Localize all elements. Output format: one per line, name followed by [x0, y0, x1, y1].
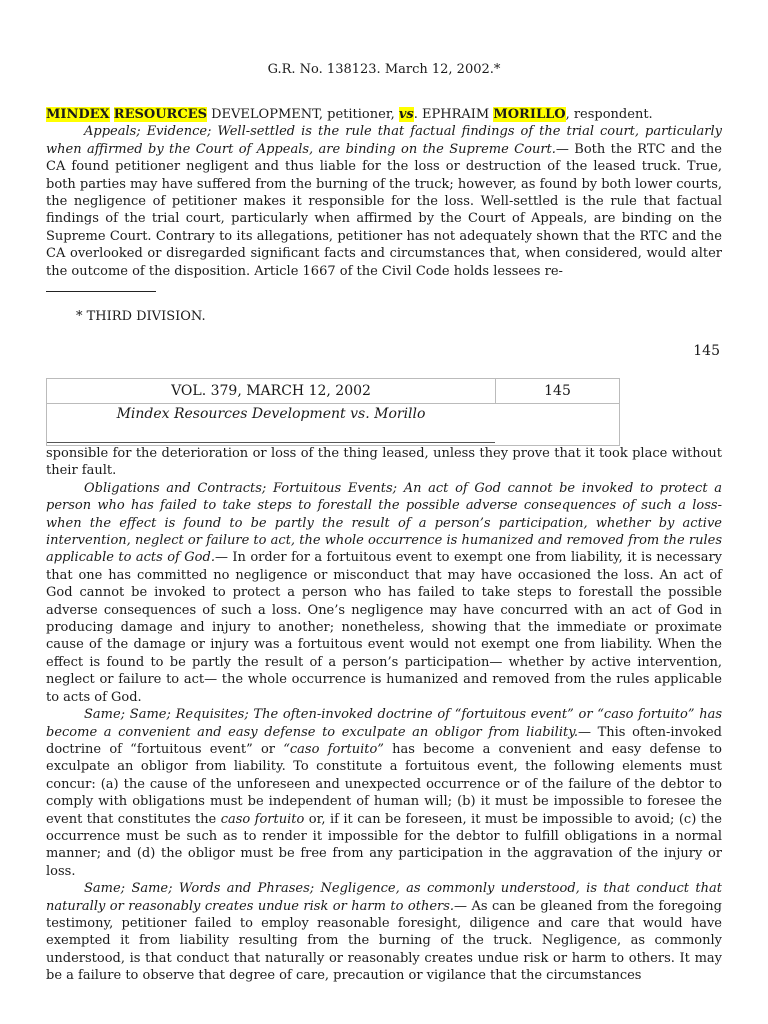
running-header	[46, 378, 620, 446]
respondent-rest: , respondent.	[565, 107, 653, 122]
syllabus-3-body-a: — This often-invoked doctrine of “fortuitous event” or	[46, 724, 722, 757]
continuation-text: sponsible for the deterioration or loss of the thing leased, unless they prove that it took place without their fault.	[46, 446, 722, 479]
petitioner-rest: DEVELOPMENT, petitioner,	[206, 107, 399, 122]
syllabus-3-body-c: or, if it can be foreseen, it must be impossible to avoid; (c) the occurrence must be such as to render it impossible for the debtor to fulfill obligations in a normal manner; and (d) the obligor must be free from any participation in the aggravation of the injury or loss.	[46, 811, 723, 879]
syllabus-1-body: — Both the RTC and the CA found petitioner negligent and thus liable for the loss or destruction of the leased truck. True, both parties may have suffered from the burning of the truck; however, as found by both lower courts, the negligence of petitioner makes it responsible for the loss. Well-settled is the rule that factual findings of the trial court, particularly when affirmed by the Court of Appeals, are binding on the Supreme Court. Contrary to its allegations, petitioner has not adequately shown that the RTC and the CA overlooked or disregarded significant facts and circumstances that, when considered, would alter the outcome of the disposition. Article 1667 of the Civil Code holds lessees re-	[46, 141, 722, 279]
petitioner-highlight-1: MINDEX	[46, 107, 110, 122]
first-page-body	[46, 106, 722, 280]
syllabus-3-body-b: has become a convenient and easy defense to exculpate an obligor from liability. To constitute a fortuitous event, the following elements must concur: (a) the cause of the unforeseen and unexpected occurrence or of the failure of the debtor to comply with obligations must be independent of human will; (b) it must be impossible to foresee the event that constitutes the	[46, 741, 722, 827]
footnote-rule	[46, 291, 156, 292]
second-page-body	[46, 445, 722, 985]
vs-highlight: vs	[398, 107, 414, 122]
respondent-first: . EPHRAIM	[413, 107, 494, 122]
syllabus-3-head: Same; Same; Requisites; The often-invoked doctrine of “fortuitous event” or “caso fortuito” has become a convenient and easy defense to exculpate an obligor from liability.	[46, 707, 722, 740]
respondent-highlight: MORILLO	[493, 107, 566, 122]
syllabus-4-head: Same; Same; Words and Phrases; Negligence, as commonly understood, is that conduct that naturally or reasonably creates undue risk or harm to others.	[46, 881, 722, 914]
parties-line	[46, 106, 722, 123]
case-caption: G.R. No. 138123. March 12, 2002.*	[267, 62, 501, 77]
footnote: * THIRD DIVISION.	[76, 309, 206, 324]
syllabus-2-head: Obligations and Contracts; Fortuitous Events; An act of God cannot be invoked to protect a person who has failed to take steps to forestall the possible adverse consequences of such a loss-when the effect is found to be partly the result of a person’s participation, whether by active intervention, neglect or failure to act, the whole occurrence is humanized and removed from the rules applicable to acts of God.	[46, 480, 722, 566]
syllabus-4-body: — As can be gleaned from the foregoing testimony, petitioner failed to employ reasonable foresight, diligence and care that would have exempted it from liability resulting from the burning of the truck. Negligence, as commonly understood, is that conduct that naturally or reasonably creates undue risk or harm to others. It may be a failure to observe that degree of care, precaution or vigilance that the circumstances	[46, 898, 722, 984]
header-underline	[47, 442, 495, 443]
syllabus-1-head: Appeals; Evidence; Well-settled is the rule that factual findings of the trial court, particularly when affirmed by the Court of Appeals, are binding on the Supreme Court.	[46, 124, 722, 157]
syllabus-paragraph-3	[46, 706, 722, 880]
syllabus-paragraph-4	[46, 880, 722, 984]
page-number: 145	[693, 343, 720, 359]
syllabus-2-body: — In order for a fortuitous event to exempt one from liability, it is necessary that one has committed no negligence or misconduct that may have occasioned the loss. An act of God cannot be invoked to protect a person who has failed to take steps to forestall the possible adverse consequences of such a loss. One’s negligence may have concurred with an act of God in producing damage and injury to another; nonetheless, showing that the immediate or proximate cause of the damage or injury was a fortuitous event would not exempt one from liability. When the effect is found to be partly the result of a person’s participation— whether by active intervention, neglect or failure to act— the whole occurrence is humanized and removed from the rules applicable to acts of God.	[46, 550, 722, 705]
header-volume: VOL. 379, MARCH 12, 2002	[47, 379, 496, 404]
syllabus-paragraph-2	[46, 480, 722, 706]
syllabus-3-term-1: “caso fortuito”	[283, 741, 384, 757]
petitioner-highlight-2: RESOURCES	[113, 107, 207, 122]
syllabus-paragraph-1	[46, 123, 722, 280]
header-title: Mindex Resources Development vs. Morillo	[116, 406, 426, 422]
syllabus-3-term-2: caso fortuito	[220, 811, 305, 827]
header-page-number: 145	[496, 379, 619, 404]
